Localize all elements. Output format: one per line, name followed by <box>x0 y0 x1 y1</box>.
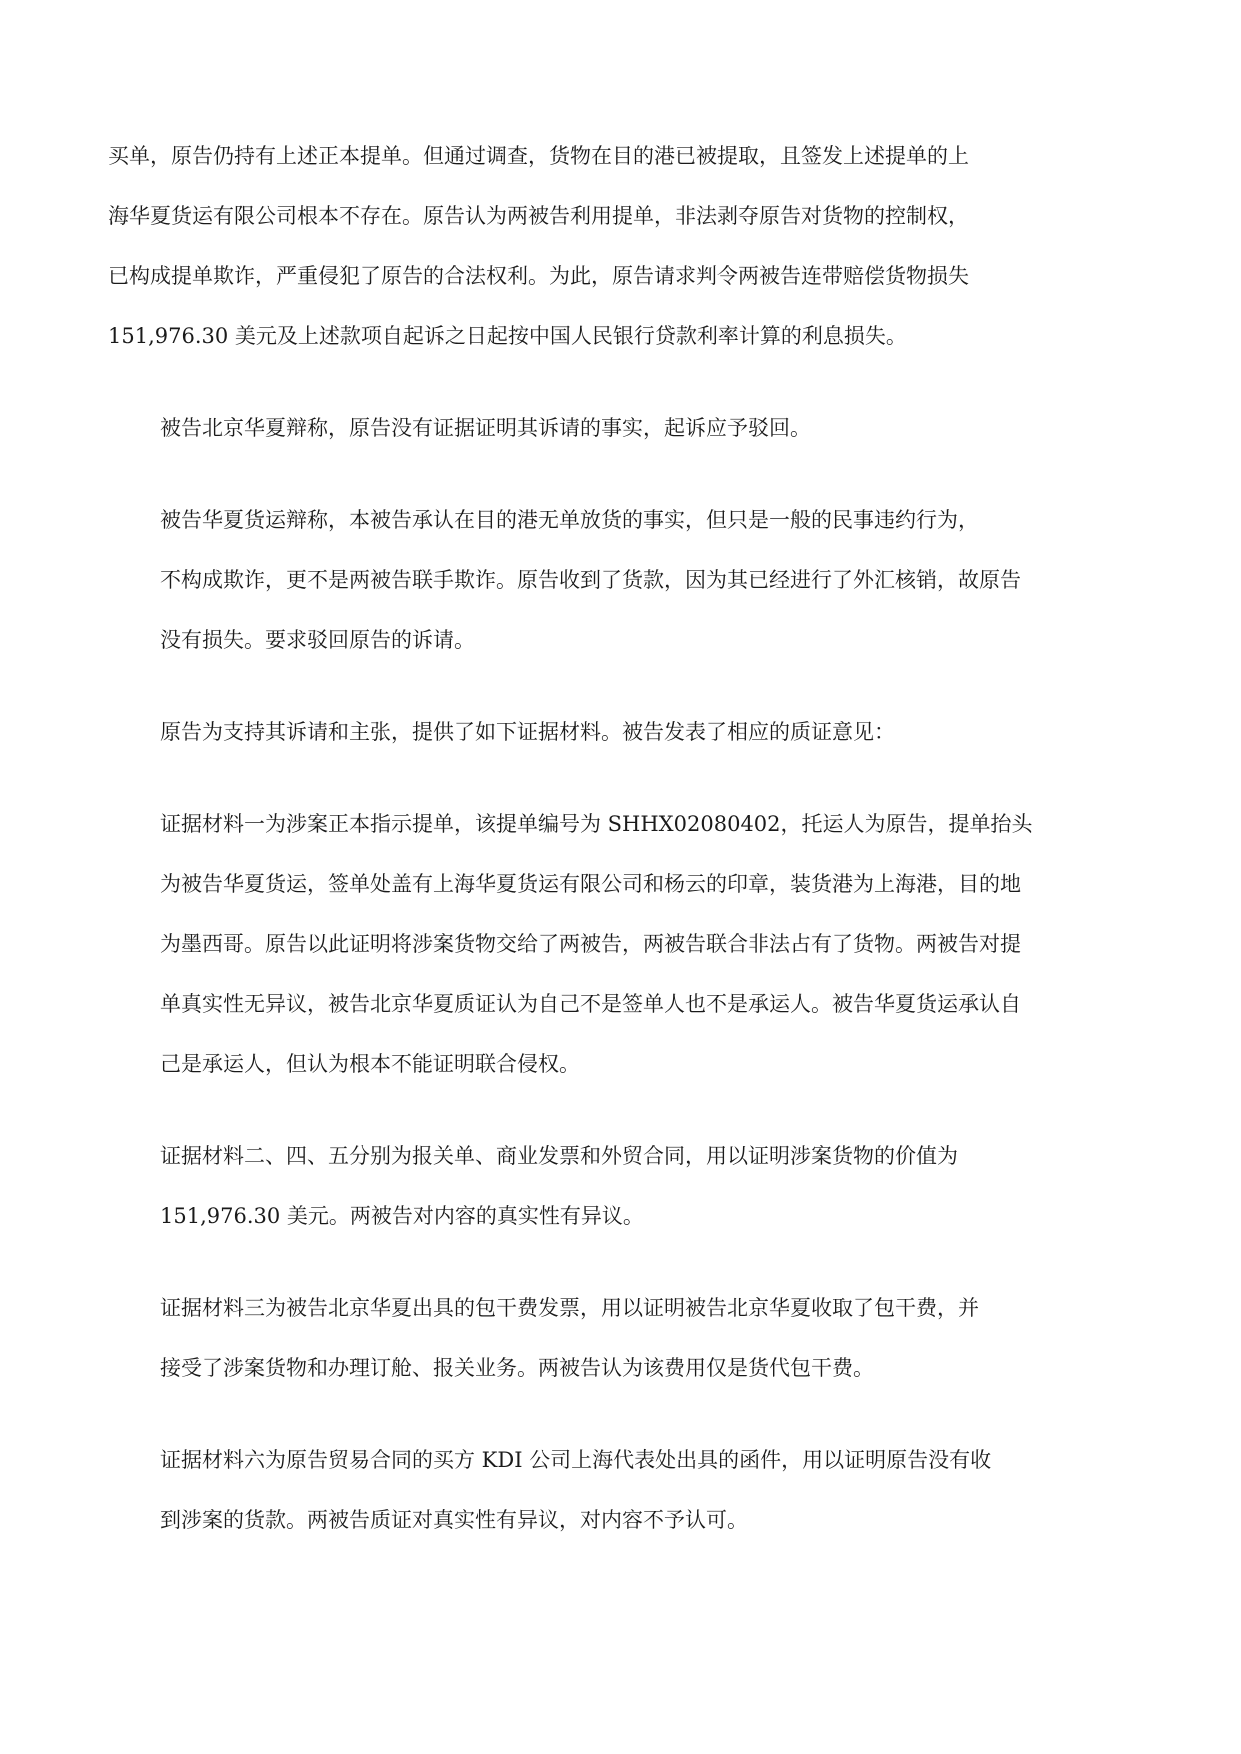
text-line: 证据材料三为被告北京华夏出具的包干费发票，用以证明被告北京华夏收取了包干费，并 <box>160 1296 979 1320</box>
text-line: 为墨西哥。原告以此证明将涉案货物交给了两被告，两被告联合非法占有了货物。两被告对提 <box>160 932 1021 956</box>
paragraph-evidence-one <box>108 794 1138 1094</box>
text-line: 不构成欺诈，更不是两被告联手欺诈。原告收到了货款，因为其已经进行了外汇核销，故原告 <box>160 568 1021 592</box>
text-line: 证据材料二、四、五分别为报关单、商业发票和外贸合同，用以证明涉案货物的价值为 <box>160 1144 958 1168</box>
text-line: 接受了涉案货物和办理订舱、报关业务。两被告认为该费用仅是货代包干费。 <box>160 1356 874 1380</box>
text-line: 151,976.30 美元及上述款项自起诉之日起按中国人民银行贷款利率计算的利息损失。 <box>108 324 907 348</box>
paragraph-evidence-two-four-five <box>108 1126 1138 1246</box>
paragraph-defendant-beijing-defense <box>108 398 1138 458</box>
text-line: 证据材料六为原告贸易合同的买方 KDI 公司上海代表处出具的函件，用以证明原告没有收 <box>160 1448 992 1472</box>
text-line: 没有损失。要求驳回原告的诉请。 <box>160 628 475 652</box>
text-line: 到涉案的货款。两被告质证对真实性有异议，对内容不予认可。 <box>160 1508 748 1532</box>
text-line: 被告北京华夏辩称，原告没有证据证明其诉请的事实，起诉应予驳回。 <box>160 416 811 440</box>
document-page <box>108 126 1138 1582</box>
text-line: 已构成提单欺诈，严重侵犯了原告的合法权利。为此，原告请求判令两被告连带赔偿货物损失 <box>108 264 969 288</box>
text-line: 单真实性无异议，被告北京华夏质证认为自己不是签单人也不是承运人。被告华夏货运承认自 <box>160 992 1021 1016</box>
paragraph-plaintiff-claim <box>108 126 1138 366</box>
paragraph-defendant-huaxia-defense <box>108 490 1138 670</box>
text-line: 被告华夏货运辩称，本被告承认在目的港无单放货的事实，但只是一般的民事违约行为， <box>160 508 979 532</box>
text-line: 为被告华夏货运，签单处盖有上海华夏货运有限公司和杨云的印章，装货港为上海港，目的地 <box>160 872 1021 896</box>
text-line: 151,976.30 美元。两被告对内容的真实性有异议。 <box>160 1204 644 1228</box>
paragraph-evidence-intro <box>108 702 1138 762</box>
text-line: 海华夏货运有限公司根本不存在。原告认为两被告利用提单，非法剥夺原告对货物的控制权， <box>108 204 969 228</box>
text-line: 证据材料一为涉案正本指示提单，该提单编号为 SHHX02080402，托运人为原告，提单抬头 <box>160 812 1033 836</box>
text-line: 原告为支持其诉请和主张，提供了如下证据材料。被告发表了相应的质证意见： <box>160 720 895 744</box>
paragraph-evidence-three <box>108 1278 1138 1398</box>
paragraph-evidence-six <box>108 1430 1138 1550</box>
text-line: 己是承运人，但认为根本不能证明联合侵权。 <box>160 1052 580 1076</box>
text-line: 买单，原告仍持有上述正本提单。但通过调查，货物在目的港已被提取，且签发上述提单的上 <box>108 144 969 168</box>
